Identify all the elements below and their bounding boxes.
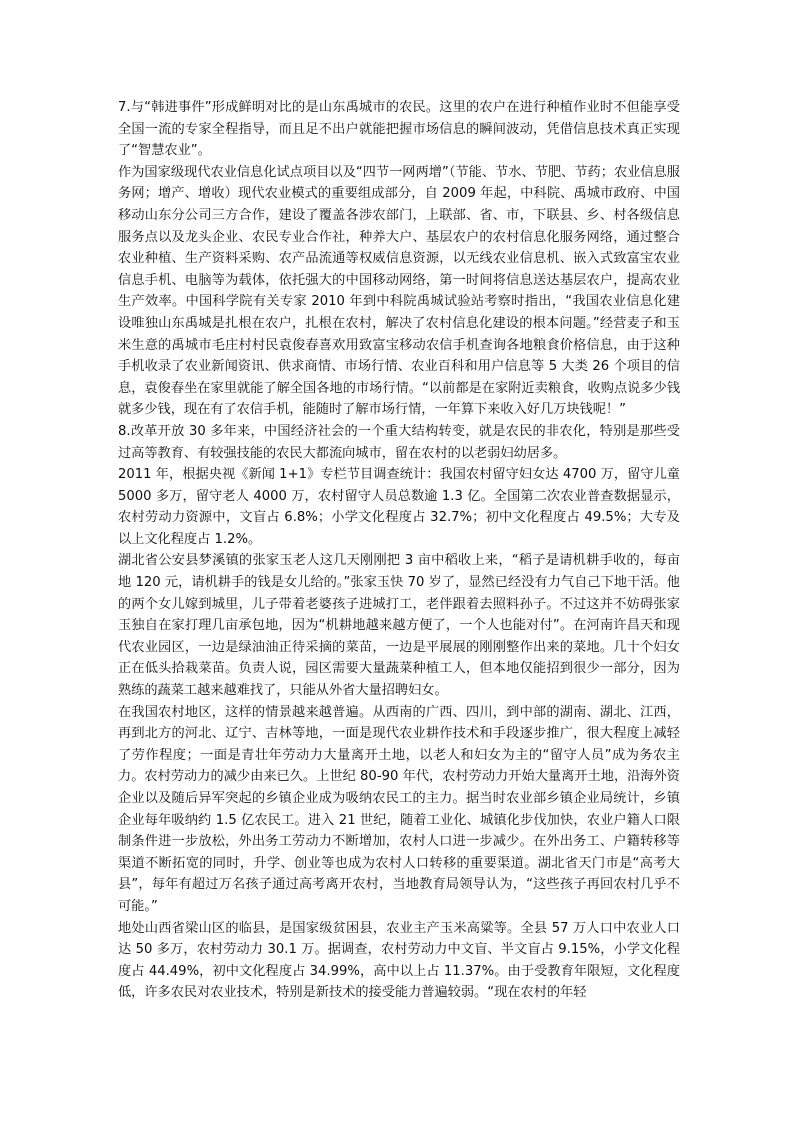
paragraph-yucheng-project: 作为国家级现代农业信息化试点项目以及“四节一网两增”（节能、节水、节肥、节药；农业信息服务网；增产、增收）现代农业模式的重要组成部分，自 2009 年起，中科院、禹城市政府、中国移动山东分公司三方合作，建设了覆盖各涉农部门，上联部、省、市，下联县、乡、村各级信息服务点以及龙头企业、农民专业合作社，种养大户、基层农户的农村信息化服务网络，通过整合农业种植、生产资料采购、农产品流通等权威信息资源，以无线农业信息机、嵌入式致富宝农业信息手机、电脑等为载体，依托强大的中国移动网络，第一时间将信息送达基层农户，提高农业生产效率。中国科学院有关专家 2010 年到中科院禹城试验站考察时指出，“我国农业信息化建设唯独山东禹城是扎根在农户，扎根在农村，解决了农村信息化建设的根本问题。”经营麦子和玉米生意的禹城市毛庄村村民袁俊春喜欢用致富宝移动农信手机查询各地粮食价格信息，由于这种手机收录了农业新闻资讯、供求商情、市场行情、农业百科和用户信息等 5 大类 26 个项目的信息，袁俊春坐在家里就能了解全国各地的市场行情。“以前都是在家附近卖粮食，收购点说多少钱就多少钱，现在有了农信手机，能随时了解市场行情，一年算下来收入好几万块钱呢！”	[118, 164, 681, 418]
paragraph-2011-statistics: 2011 年，根据央视《新闻 1+1》专栏节目调查统计：我国农村留守妇女达 4700 万，留守儿童 5000 多万，留守老人 4000 万，农村留守人员总数逾 1.3 亿。全国第二次农业普查数据显示，农村劳动力资源中，文盲占 6.8%；小学文化程度占 32.7%；初中文化程度占 49.5%；大专及以上文化程度占 1.2%。	[118, 467, 680, 547]
paragraph-rural-trend: 在我国农村地区，这样的情景越来越普遍。从西南的广西、四川，到中部的湖南、湖北、江西，再到北方的河北、辽宁、吉林等地，一面是现代农业耕作技术和手段逐步推广，很大程度上减轻了劳作程度；一面是青壮年劳动力大量离开土地，以老人和妇女为主的“留守人员”成为务农主力。农村劳动力的减少由来已久。上世纪 80-90 年代，农村劳动力开始大量离开土地，沿海外资企业以及随后异军突起的乡镇企业成为吸纳农民工的主力。据当时农业部乡镇企业局统计，乡镇企业每年吸纳约 1.5 亿农民工。进入 21 世纪，随着工业化、城镇化步伐加快，农业户籍人口限制条件进一步放松，外出务工劳动力不断增加，农村人口进一步减少。在外出务工、户籍转移等渠道不断拓宽的同时，升学、创业等也成为农村人口转移的重要渠道。湖北省天门市是“高考大县”，每年有超过万名孩子通过高考离开农村，当地教育局领导认为，“这些孩子再回农村几乎不可能。”	[118, 704, 680, 914]
paragraph-hubei-example: 湖北省公安县梦溪镇的张家玉老人这几天刚刚把 3 亩中稻收上来，“稻子是请机耕手收的，每亩地 120 元，请机耕手的钱是女儿给的。”张家玉快 70 岁了，显然已经没有力气自己下地干活。他的两个女儿嫁到城里，儿子带着老婆孩子进城打工，老伴跟着去照料孙子。不过这并不妨碍张家玉独自在家打理几亩承包地，因为“机耕地越来越方便了，一个人也能对付”。在河南许昌天和现代农业园区，一边是绿油油正待采摘的菜苗，一边是平展展的刚刚整作出来的菜地。几十个妇女正在低头拾栽菜苗。负责人说，园区需要大量蔬菜种植工人，但本地仅能招到很少一部分，因为熟练的蔬菜工越来越难找了，只能从外省大量招聘妇女。	[118, 553, 680, 699]
document-body	[118, 97, 680, 1004]
paragraph-linxian-county: 地处山西省梁山区的临县，是国家级贫困县，农业主产玉米高粱等。全县 57 万人口中农业人口达 50 多万，农村劳动力 30.1 万。据调查，农村劳动力中文盲、半文盲占 9.15%，小学文化程度占 44.49%，初中文化程度占 34.99%，高中以上占 11.37%。由于受教育年限短，文化程度低，许多农民对农业技术，特别是新技术的接受能力普遍较弱。“现在农村的年轻	[118, 920, 680, 1001]
paragraph-8-intro: 8.改革开放 30 多年来，中国经济社会的一个重大结构转变，就是农民的非农化，特别是那些受过高等教育、有较强技能的农民大都流向城市，留在农村的以老弱妇幼居多。	[118, 423, 680, 461]
paragraph-7-intro: 7.与“韩进事件”形成鲜明对比的是山东禹城市的农民。这里的农户在进行种植作业时不但能享受全国一流的专家全程指导，而且足不出户就能把握市场信息的瞬间波动，凭借信息技术真正实现了“智慧农业”。	[118, 100, 680, 159]
